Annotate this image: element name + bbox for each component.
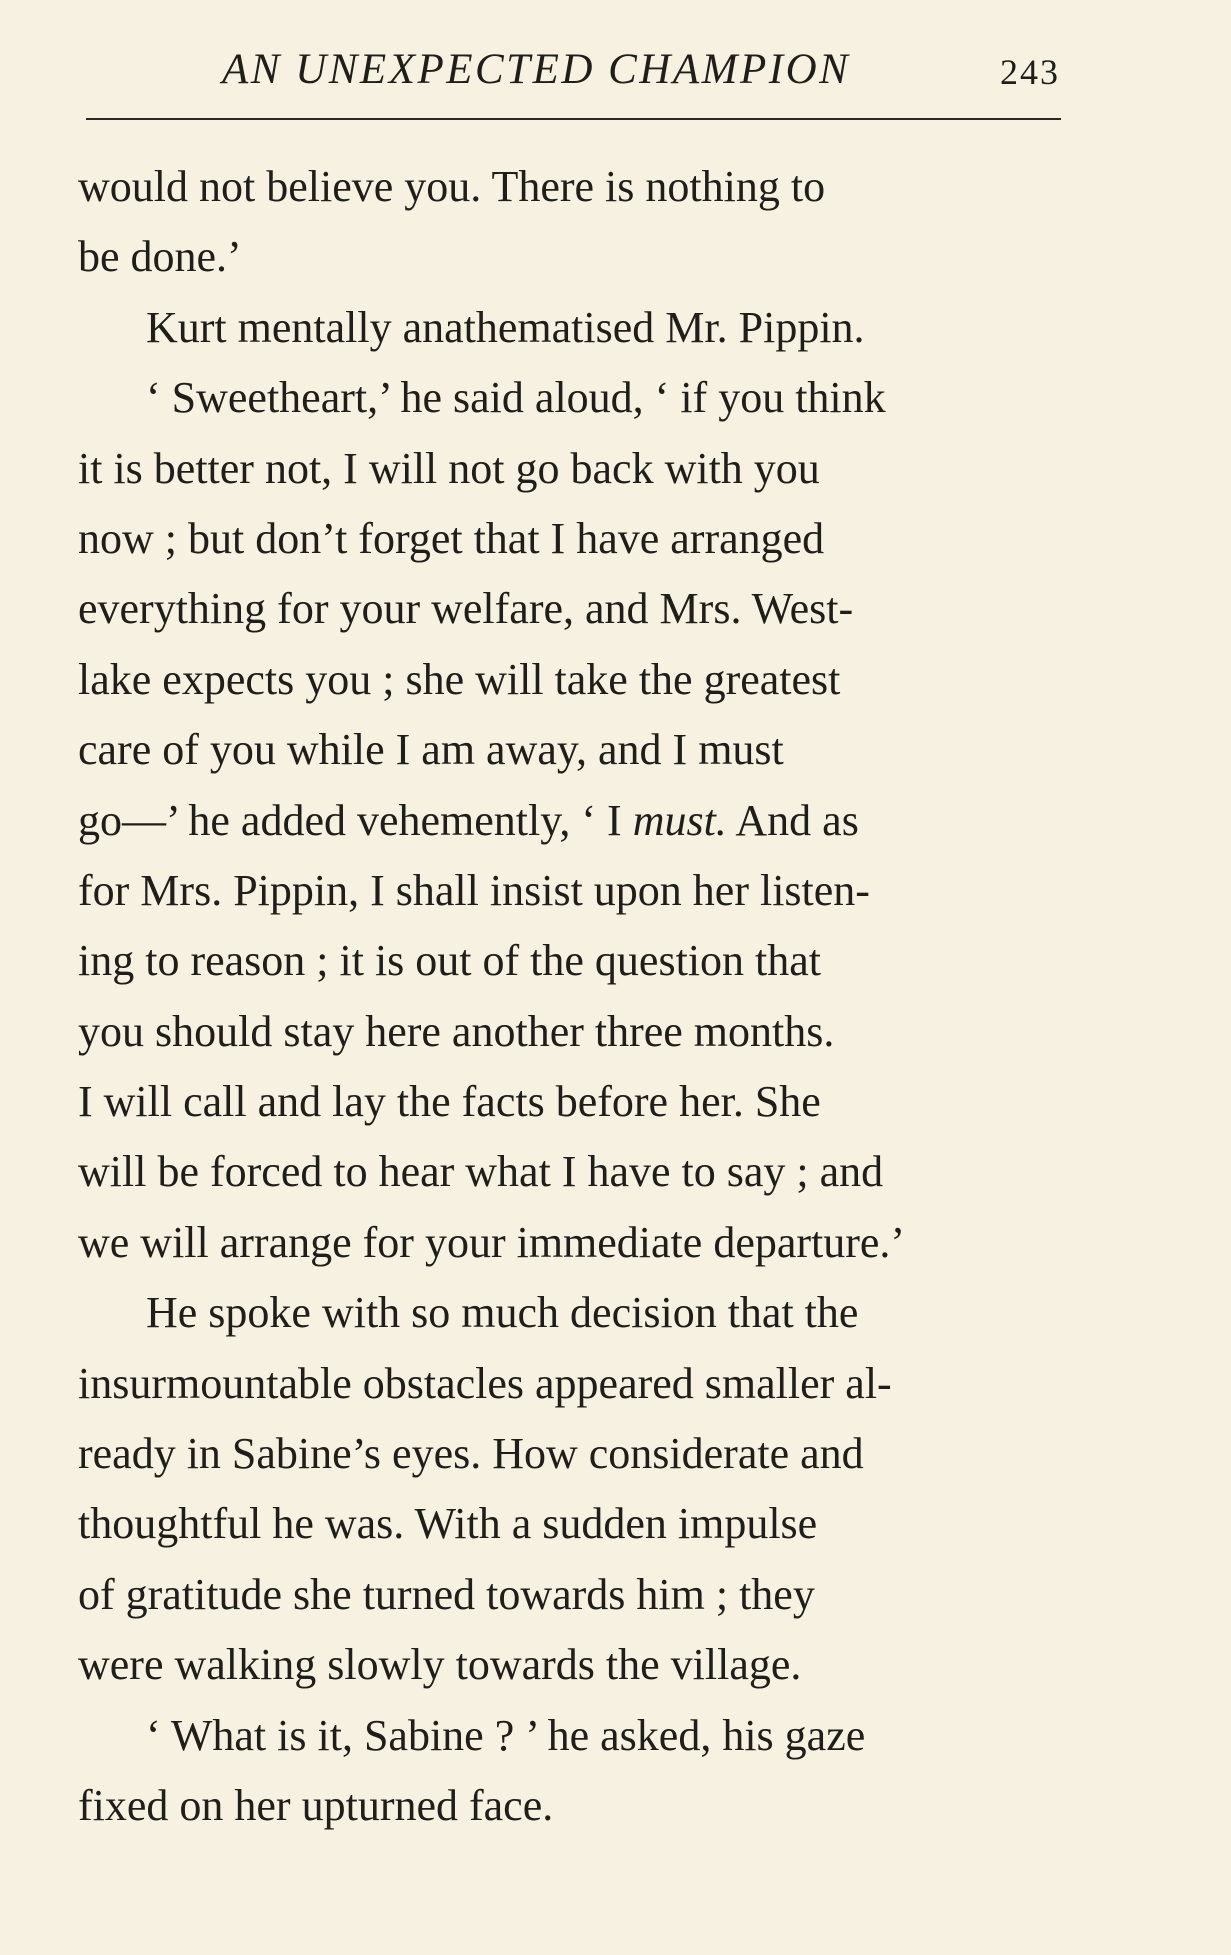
text-line: ‘ What is it, Sabine ? ’ he asked, his gaze <box>146 1710 866 1760</box>
text-line: care of you while I am away, and I must <box>78 725 784 775</box>
text-line: lake expects you ; she will take the greatest <box>78 654 841 704</box>
text-segment: And as <box>726 795 859 845</box>
text-line: for Mrs. Pippin, I shall insist upon her listen- <box>78 865 870 915</box>
text-line: of gratitude she turned towards him ; they <box>78 1569 815 1619</box>
text-line: thoughtful he was. With a sudden impulse <box>78 1499 818 1549</box>
text-line: insurmountable obstacles appeared smaller al- <box>78 1358 892 1408</box>
text-line: ‘ Sweetheart,’ he said aloud, ‘ if you think <box>146 373 886 423</box>
text-line: I will call and lay the facts before her. She <box>78 1077 821 1127</box>
text-line: ing to reason ; it is out of the question that <box>78 936 822 986</box>
body-text <box>78 152 1056 1841</box>
text-line: were walking slowly towards the village. <box>78 1640 802 1690</box>
text-line: ready in Sabine’s eyes. How considerate and <box>78 1429 864 1479</box>
text-line: we will arrange for your immediate departure.’ <box>78 1217 906 1267</box>
running-head <box>222 44 1060 96</box>
text-line: everything for your welfare, and Mrs. West- <box>78 584 854 634</box>
header-rule <box>86 118 1061 120</box>
emphasized-word: must. <box>632 795 727 845</box>
text-line: now ; but don’t forget that I have arranged <box>78 513 825 563</box>
text-line: you should stay here another three months. <box>78 1006 835 1056</box>
page-number: 243 <box>1000 52 1060 92</box>
text-line: be done.’ <box>78 232 242 282</box>
text-line: it is better not, I will not go back with you <box>78 443 820 493</box>
text-line: would not believe you. There is nothing to <box>78 162 826 211</box>
text-line: Kurt mentally anathematised Mr. Pippin. <box>146 302 865 352</box>
text-line: will be forced to hear what I have to say ; and <box>78 1147 884 1197</box>
text-line: fixed on her upturned face. <box>78 1780 554 1830</box>
text-line <box>78 786 1056 856</box>
running-title: AN UNEXPECTED CHAMPION <box>222 46 851 93</box>
text-segment: go—’ he added vehemently, ‘ I <box>78 795 633 845</box>
text-line: He spoke with so much decision that the <box>146 1288 859 1338</box>
